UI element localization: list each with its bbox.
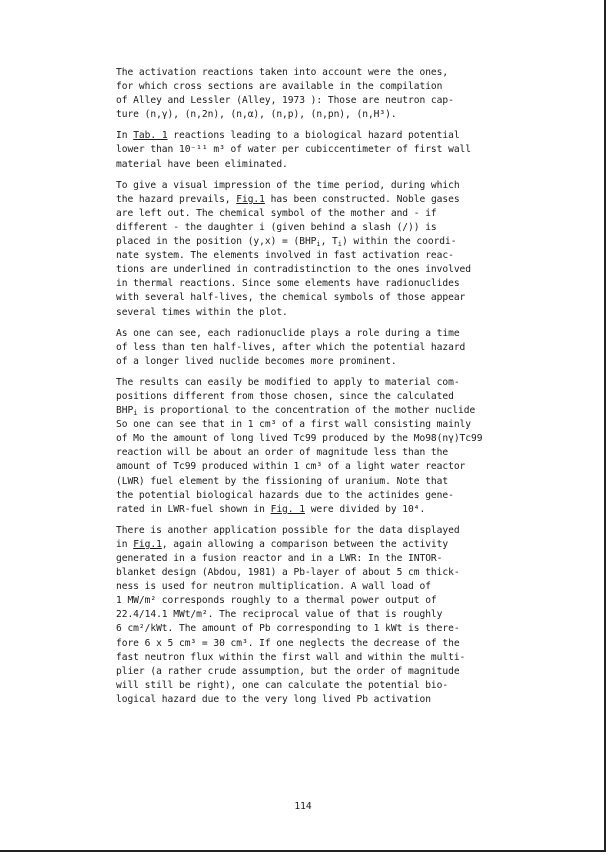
paragraph <box>116 129 536 171</box>
paragraph <box>116 327 536 369</box>
text-line: So one can see that in 1 cm³ of a first wall consisting mainly <box>116 419 472 431</box>
paragraph <box>116 66 536 122</box>
text-line: the potential biological hazards due to the actinides gene- <box>116 489 454 501</box>
text-line: fast neutron flux within the first wall and within the multi- <box>116 651 466 663</box>
text-line: for which cross sections are available in the compilation <box>116 81 443 93</box>
text-line: rated in LWR-fuel shown in Fig. 1 were divided by 10⁴. <box>116 503 426 515</box>
text-line: with several half-lives, the chemical symbols of those appear <box>116 292 466 304</box>
page-number: 114 <box>294 801 312 812</box>
text-line: are left out. The chemical symbol of the mother and - if <box>116 207 437 219</box>
text-line: the hazard prevails, Fig.1 has been constructed. Noble gases <box>116 193 460 205</box>
paragraph <box>116 376 536 517</box>
text-line: will still be right), one can calculate the potential bio- <box>116 679 449 691</box>
text-line: of Alley and Lessler (Alley, 1973 ): Those are neutron cap- <box>116 95 454 107</box>
text-line: reaction will be about an order of magnitude less than the <box>116 447 449 459</box>
text-line: 22.4/14.1 MWt/m². The reciprocal value of that is roughly <box>116 609 443 621</box>
text-line: As one can see, each radionuclide plays a role during a time <box>116 327 460 339</box>
text-line: of Mo the amount of long lived Tc99 produced by the Mo98(nγ)Tc99 <box>116 433 483 445</box>
text-line: The activation reactions taken into account were the ones, <box>116 67 449 78</box>
text-line: positions different from those chosen, since the calculated <box>116 390 454 402</box>
text-line: plier (a rather crude assumption, but the order of magnitude <box>116 665 460 677</box>
text-line: of less than ten half-lives, after which the potential hazard <box>116 341 466 353</box>
text-line: tions are underlined in contradistinction to the ones involved <box>116 264 472 276</box>
text-line: logical hazard due to the very long lived Pb activation <box>116 693 431 705</box>
text-line: The results can easily be modified to apply to material com- <box>116 376 460 388</box>
text-line: in thermal reactions. Since some elements have radionuclides <box>116 278 460 290</box>
text-line: fore 6 x 5 cm³ = 30 cm³. If one neglects the decrease of the <box>116 637 460 649</box>
text-line: In Tab. 1 reactions leading to a biological hazard potential <box>116 130 460 142</box>
text-line: in Fig.1, again allowing a comparison between the activity <box>116 538 449 550</box>
paragraph <box>116 179 536 320</box>
text-line: 6 cm²/kWt. The amount of Pb corresponding to 1 kWt is there- <box>116 623 460 635</box>
text-line: $BHP_i$ is proportional to the concentration of the mother nuclide <box>116 405 476 418</box>
text-line: of a longer lived nuclide becomes more prominent. <box>116 355 397 367</box>
text-line: placed in the position $(y,x) = (BHP_i$, $T_i$) within the coordi- <box>116 236 457 249</box>
text-line: blanket design (Abdou, 1981) a Pb-layer of about 5 cm thick- <box>116 567 460 579</box>
text-line: 1 MW/m² corresponds roughly to a thermal power output of <box>116 595 437 607</box>
text-line: nate system. The elements involved in fast activation reac- <box>116 250 454 262</box>
paragraph <box>116 524 536 707</box>
text-line: ture (n,γ), (n,2n), (n,α), (n,p), (n,pn), (n,H³). <box>116 109 397 121</box>
text-line: lower than 10⁻¹¹ m³ of water per cubiccentimeter of first wall <box>116 144 472 156</box>
text-line: ness is used for neutron multiplication. A wall load of <box>116 581 431 593</box>
text-line: There is another application possible for the data displayed <box>116 524 460 536</box>
text-line: (LWR) fuel element by the fissioning of uranium. Note that <box>116 475 449 487</box>
text-line: generated in a fusion reactor and in a LWR: In the INTOR- <box>116 553 443 564</box>
text-line: amount of Tc99 produced within 1 cm³ of a light water reactor <box>116 461 466 473</box>
text-line: several times within the plot. <box>116 306 288 318</box>
text-line: To give a visual impression of the time period, during which <box>116 179 460 191</box>
text-line: different - the daughter i (given behind a slash (/)) is <box>116 221 437 233</box>
body-text <box>116 66 536 714</box>
text-line: material have been eliminated. <box>116 158 288 170</box>
